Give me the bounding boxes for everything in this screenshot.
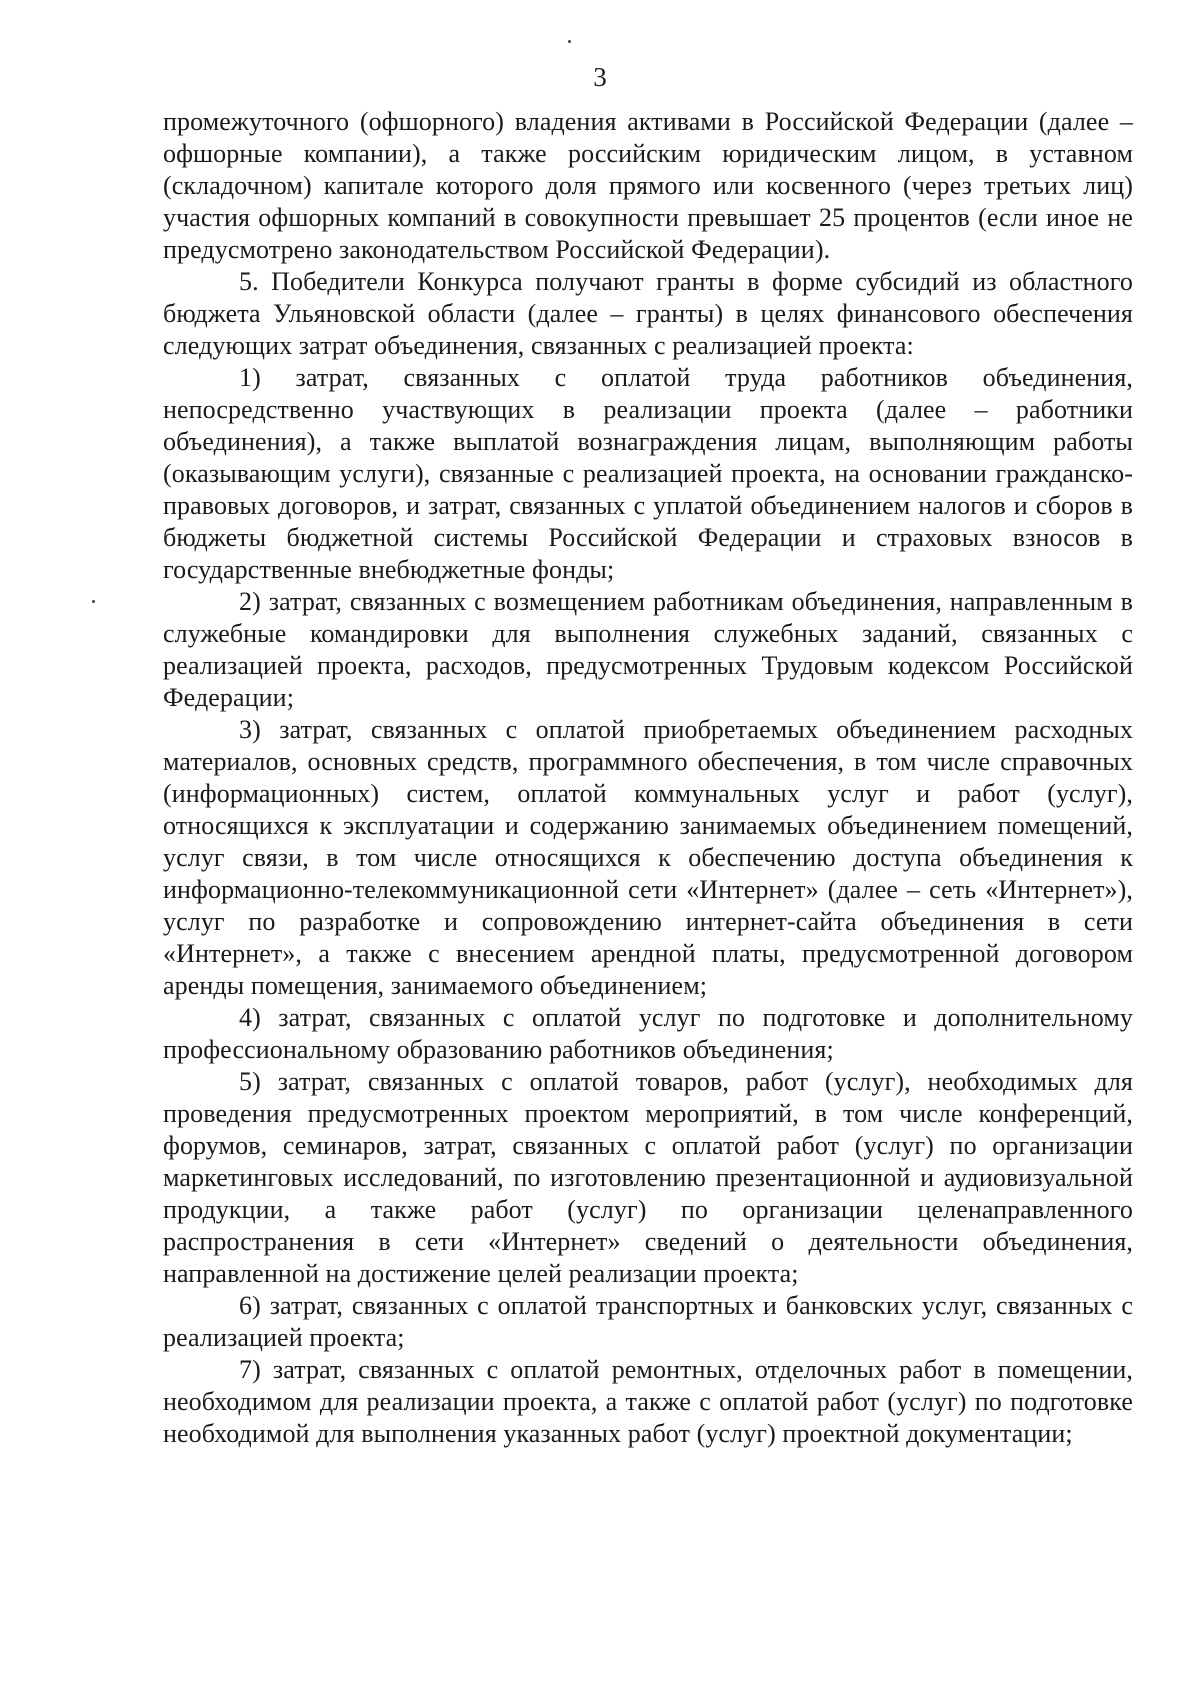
paragraph-subitem-3: 3) затрат, связанных с оплатой приобретаемых объединением расходных материалов, основных средств, программного обеспечения, в том числе справочных (информационных) систем, оплатой коммунальных услуг и работ (услуг), относящихся к эксплуатации и содержанию занимаемых объединением помещений, услуг связи, в том числе относящихся к обеспечению доступа объединения к информационно-телекоммуникационной сети «Интернет» (далее – сеть «Интернет»), услуг по разработке и сопровождению интернет-сайта объединения в сети «Интернет», а также с внесением арендной платы, предусмотренной договором аренды помещения, занимаемого объединением; [163, 715, 1133, 1000]
paragraph-subitem-6: 6) затрат, связанных с оплатой транспортных и банковских услуг, связанных с реализацией проекта; [163, 1291, 1133, 1352]
paragraph-subitem-5: 5) затрат, связанных с оплатой товаров, работ (услуг), необходимых для проведения предусмотренных проектом мероприятий, в том числе конференций, форумов, семинаров, затрат, связанных с оплатой работ (услуг) по организации маркетинговых исследований, по изготовлению презентационной и аудиовизуальной продукции, а также работ (услуг) по организации целенаправленного распространения в сети «Интернет» сведений о деятельности объединения, направленной на достижение целей реализации проекта; [163, 1067, 1133, 1288]
paragraph-continuation: промежуточного (офшорного) владения активами в Российской Федерации (далее – офшорные компании), а также российским юридическим лицом, в уставном (складочном) капитале которого доля прямого или косвенного (через третьих лиц) участия офшорных компаний в совокупности превышает 25 процентов (если иное не предусмотрено законодательством Российской Федерации). [163, 107, 1133, 264]
paragraph-subitem-4: 4) затрат, связанных с оплатой услуг по подготовке и дополнительному профессиональному образованию работников объединения; [163, 1003, 1133, 1064]
paragraph-subitem-2: 2) затрат, связанных с возмещением работникам объединения, направленным в служебные командировки для выполнения служебных заданий, связанных с реализацией проекта, расходов, предусмотренных Трудовым кодексом Российской Федерации; [163, 587, 1133, 712]
scan-dot-left [92, 600, 95, 603]
paragraph-item-5: 5. Победители Конкурса получают гранты в форме субсидий из областного бюджета Ульяновской области (далее – гранты) в целях финансового обеспечения следующих затрат объединения, связанных с реализацией проекта: [163, 267, 1133, 360]
page-number: 3 [593, 62, 607, 92]
paragraph-subitem-7: 7) затрат, связанных с оплатой ремонтных, отделочных работ в помещении, необходимом для реализации проекта, а также с оплатой работ (услуг) по подготовке необходимой для выполнения указанных работ (услуг) проектной документации; [163, 1355, 1133, 1448]
scan-dot-top [568, 40, 571, 43]
paragraph-subitem-1: 1) затрат, связанных с оплатой труда работников объединения, непосредственно участвующих в реализации проекта (далее – работники объединения), а также выплатой вознаграждения лицам, выполняющим работы (оказывающим услуги), связанные с реализацией проекта, на основании гражданско-правовых договоров, и затрат, связанных с уплатой объединением налогов и сборов в бюджеты бюджетной системы Российской Федерации и страховых взносов в государственные внебюджетные фонды; [163, 363, 1133, 584]
document-body [163, 106, 1133, 1450]
